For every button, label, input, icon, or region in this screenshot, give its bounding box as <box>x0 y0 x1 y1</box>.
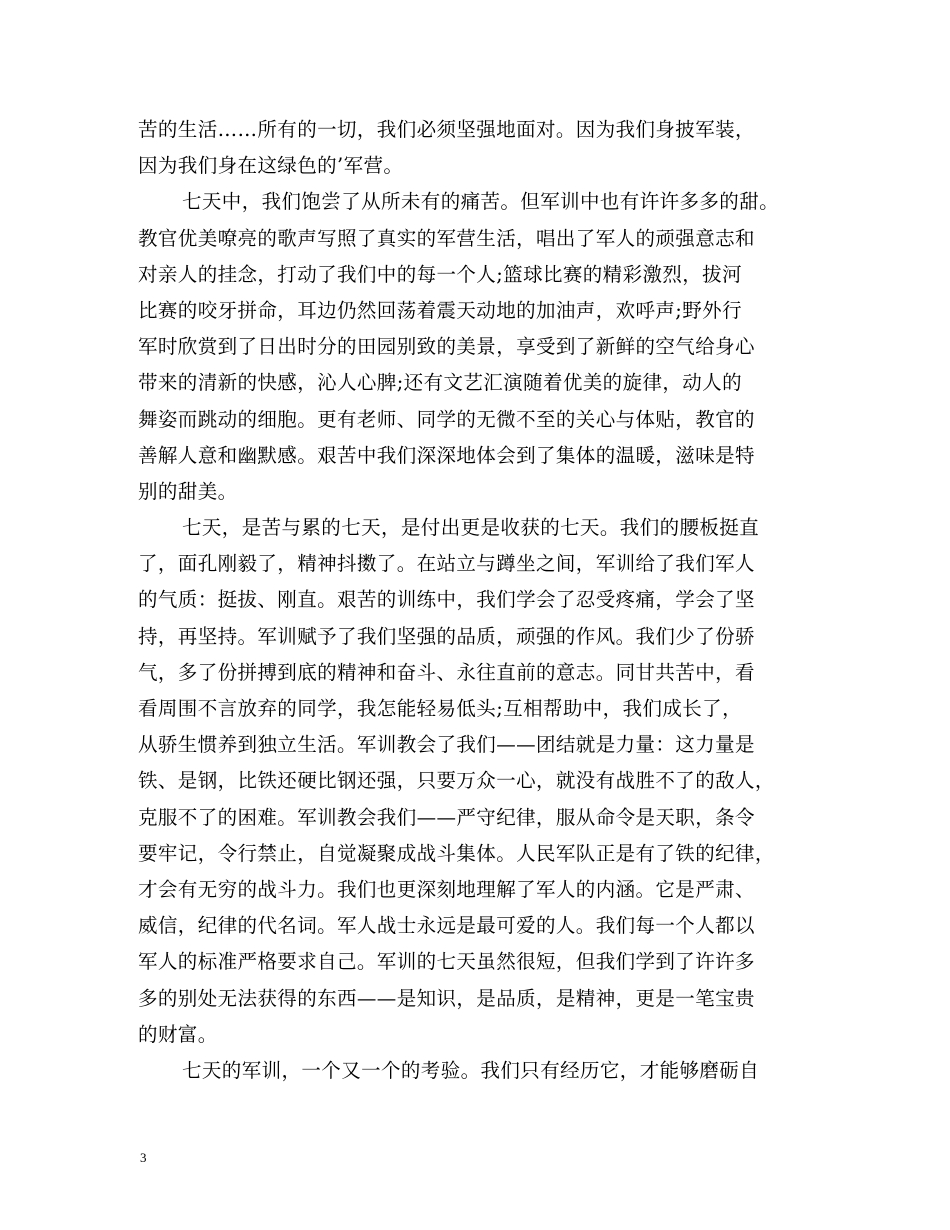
text-line: 比赛的咬牙拼命，耳边仍然回荡着震天动地的加油声，欢呼声;野外行 <box>138 298 742 322</box>
text-line: 的气质：挺拔、刚直。艰苦的训练中，我们学会了忍受疼痛，学会了坚 <box>138 588 755 612</box>
text-line: 军人的标准严格要求自己。军训的七天虽然很短，但我们学到了许许多 <box>138 950 755 974</box>
text-line: 善解人意和幽默感。艰苦中我们深深地体会到了集体的温暖，滋味是特 <box>138 443 755 467</box>
text-line: 要牢记，令行禁止，自觉凝聚成战斗集体。人民军队正是有了铁的纪律， <box>138 841 775 865</box>
text-line: 气，多了份拼搏到底的精神和奋斗、永往直前的意志。同甘共苦中，看 <box>138 660 755 684</box>
paragraph-first-line: 七天中，我们饱尝了从所未有的痛苦。但军训中也有许许多多的甜。 <box>182 190 780 214</box>
text-line: 克服不了的困难。军训教会我们——严守纪律，服从命令是天职，条令 <box>138 805 755 829</box>
text-line: 苦的生活……所有的一切，我们必须坚强地面对。因为我们身披军装， <box>138 118 755 141</box>
text-line: 从骄生惯养到独立生活。军训教会了我们——团结就是力量：这力量是 <box>138 733 755 757</box>
text-line: 舞姿而跳动的细胞。更有老师、同学的无微不至的关心与体贴，教官的 <box>138 407 755 431</box>
text-line: 带来的清新的快感，沁人心脾;还有文艺汇演随着优美的旋律，动人的 <box>138 371 742 395</box>
paragraph-first-line: 七天的军训，一个又一个的考验。我们只有经历它，才能够磨砺自 <box>182 1058 760 1082</box>
page-number: 3 <box>140 1150 147 1165</box>
text-line: 才会有无穷的战斗力。我们也更深刻地理解了军人的内涵。它是严肃、 <box>138 877 755 901</box>
text-line: 教官优美嘹亮的歌声写照了真实的军营生活，唱出了军人的顽强意志和 <box>138 226 755 250</box>
body-text <box>138 112 818 1089</box>
text-line: 看周围不言放弃的同学，我怎能轻易低头;互相帮助中，我们成长了， <box>138 697 742 720</box>
text-line: 威信，纪律的代名词。军人战士永远是最可爱的人。我们每一个人都以 <box>138 914 755 938</box>
text-line: 持，再坚持。军训赋予了我们坚强的品质，顽强的作风。我们少了份骄 <box>138 624 755 648</box>
text-line: 军时欣赏到了日出时分的田园别致的美景，享受到了新鲜的空气给身心 <box>138 335 755 359</box>
text-line: 多的别处无法获得的东西——是知识，是品质，是精神，更是一笔宝贵 <box>138 986 755 1010</box>
text-line: 别的甜美。 <box>138 479 238 503</box>
paragraph-first-line: 七天，是苦与累的七天，是付出更是收获的七天。我们的腰板挺直 <box>182 516 760 540</box>
text-line: 铁、是钢，比铁还硬比钢还强，只要万众一心，就没有战胜不了的敌人， <box>138 769 775 793</box>
text-line: 因为我们身在这绿色的’军营。 <box>138 154 404 178</box>
text-line: 的财富。 <box>138 1022 218 1046</box>
text-line: 对亲人的挂念，打动了我们中的每一个人;篮球比赛的精彩激烈，拔河 <box>138 262 742 286</box>
text-line: 了，面孔刚毅了，精神抖擞了。在站立与蹲坐之间，军训给了我们军人 <box>138 552 755 576</box>
